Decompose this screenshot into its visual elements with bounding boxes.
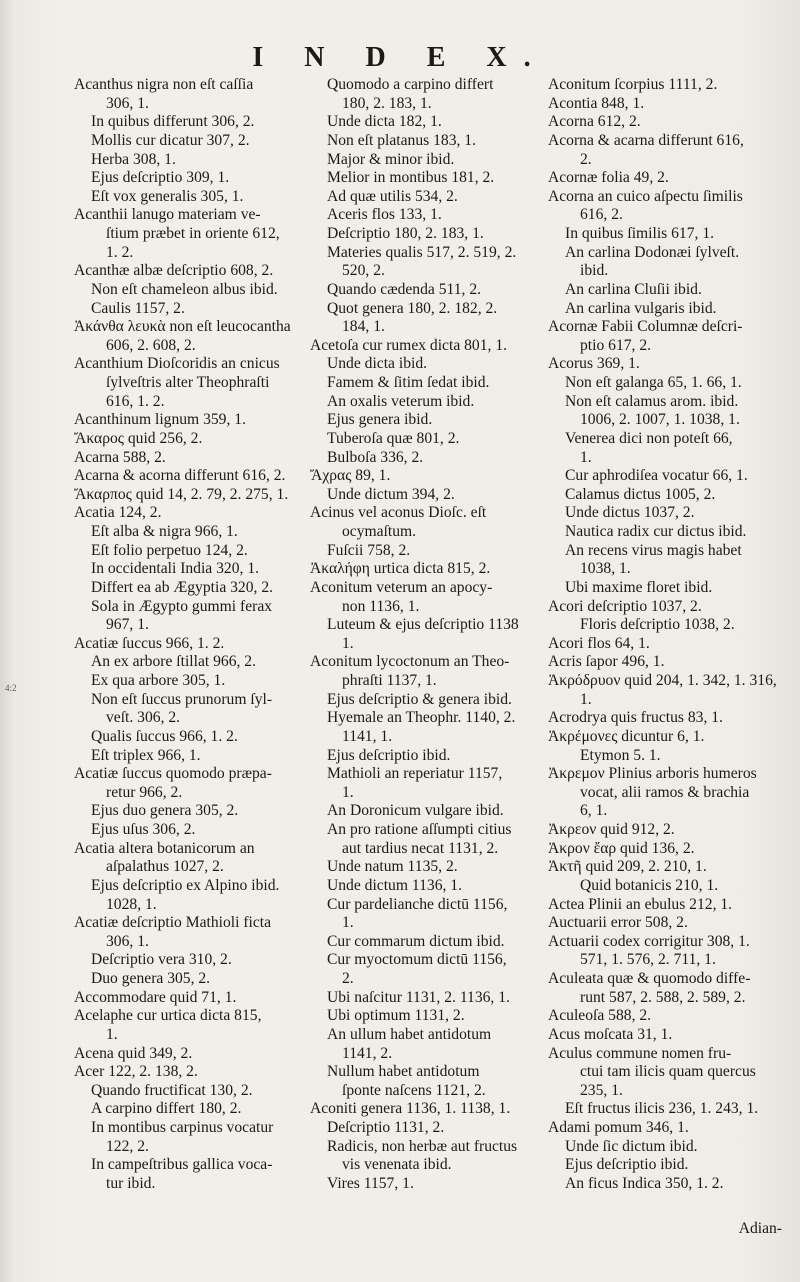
index-entry: An recens virus magis habet xyxy=(565,541,742,559)
index-entry: Ἀκρεον quid 912, 2. xyxy=(548,821,675,838)
index-entry: In campeſtribus gallica voca- xyxy=(91,1156,273,1174)
index-entry: Nullum habet antidotum xyxy=(327,1063,480,1081)
index-entry: 184, 1. xyxy=(342,318,385,336)
index-entry: Acelaphe cur urtica dicta 815, xyxy=(74,1007,262,1025)
index-entry: 306, 1. xyxy=(106,932,149,950)
index-entry: phraſti 1137, 1. xyxy=(342,672,437,689)
index-entry: Acorus 369, 1. xyxy=(548,355,640,373)
index-entry: Venerea dici non poteſt 66, xyxy=(565,429,733,447)
index-entry: Auctuarii error 508, 2. xyxy=(548,914,688,932)
index-entry: aſpalathus 1027, 2. xyxy=(106,858,224,876)
index-entry: Aconitum lycoctonum an Theo- xyxy=(310,653,510,671)
index-entry: Mollis cur dicatur 307, 2. xyxy=(91,131,250,149)
index-entry: An carlina Cluſii ibid. xyxy=(565,280,702,298)
index-entry: Acanthæ albæ deſcriptio 608, 2. xyxy=(74,262,274,280)
index-entry: An ficus Indica 350, 1. 2. xyxy=(565,1174,724,1192)
index-entry: Melior in montibus 181, 2. xyxy=(327,169,495,187)
index-entry: vocat, alii ramos & brachia xyxy=(580,783,750,801)
index-entry: retur 966, 2. xyxy=(106,783,183,801)
index-entry: Ἀκρον ἔαρ quid 136, 2. xyxy=(548,839,695,857)
index-entry: Bulboſa 336, 2. xyxy=(327,448,424,466)
index-entry: 180, 2. 183, 1. xyxy=(342,94,432,112)
index-entry: 1. xyxy=(342,783,354,801)
index-entry: Famem & ſitim ſedat ibid. xyxy=(327,374,490,391)
index-entry: Ἄκαρπος quid 14, 2. 79, 2. 275, 1. xyxy=(74,485,289,503)
index-entry: Non eſt galanga 65, 1. 66, 1. xyxy=(565,374,742,391)
index-entry: 235, 1. xyxy=(580,1081,623,1099)
index-entry: aut tardius necat 1131, 2. xyxy=(342,839,499,857)
index-entry: In quibus differunt 306, 2. xyxy=(91,113,255,131)
index-entry: Deſcriptio vera 310, 2. xyxy=(91,951,232,969)
index-entry: Acanthinum lignum 359, 1. xyxy=(74,411,246,429)
index-entry: Acornæ Fabii Columnæ deſcri- xyxy=(548,318,743,336)
index-entry: Cur pardelianche dictū 1156, xyxy=(327,895,508,913)
index-entry: non 1136, 1. xyxy=(342,597,420,615)
index-entry: In quibus ſimilis 617, 1. xyxy=(565,225,715,242)
index-entry: Ἀκρεμον Plinius arboris humeros xyxy=(548,765,757,783)
index-entry: 306, 1. xyxy=(106,94,149,112)
index-entry: Acatiæ ſuccus 966, 1. 2. xyxy=(74,634,225,652)
index-entry: Fuſcii 758, 2. xyxy=(327,541,411,559)
index-entry: ibid. xyxy=(580,262,609,280)
index-entry: Hyemale an Theophr. 1140, 2. xyxy=(327,709,516,727)
index-entry: Major & minor ibid. xyxy=(327,150,455,168)
index-entry: ſtium præbet in oriente 612, xyxy=(106,225,280,242)
index-column-2 xyxy=(310,76,546,1194)
index-entry: Duo genera 305, 2. xyxy=(91,970,211,987)
index-entry: Ἀκάνθα λευκὰ non eſt leucocantha xyxy=(74,318,291,336)
index-entry: Aculeoſa 588, 2. xyxy=(548,1007,652,1025)
index-entry: An pro ratione aſſumpti citius xyxy=(327,821,512,838)
index-entry: Acrodrya quis fructus 83, 1. xyxy=(548,709,723,727)
index-entry: Quid botanicis 210, 1. xyxy=(580,876,719,894)
index-entry: Differt ea ab Ægyptia 320, 2. xyxy=(91,578,274,596)
index-entry: Sola in Ægypto gummi ferax xyxy=(91,597,273,615)
index-entry: ctui tam ilicis quam quercus xyxy=(580,1063,756,1081)
index-entry: Unde dicta 182, 1. xyxy=(327,113,442,131)
index-entry: 1. xyxy=(580,448,592,466)
index-entry: Acarna & acorna differunt 616, 2. xyxy=(74,467,286,485)
index-entry: 1141, 2. xyxy=(342,1044,393,1062)
index-entry: Acanthium Dioſcoridis an cnicus xyxy=(74,355,280,373)
index-entry: Acinus vel aconus Dioſc. eſt xyxy=(310,504,487,522)
index-entry: Acarna 588, 2. xyxy=(74,448,166,466)
index-entry: 1. xyxy=(342,634,354,652)
index-entry: Acer 122, 2. 138, 2. xyxy=(74,1063,198,1081)
index-entry: 1. xyxy=(342,914,354,932)
index-entry: Herba 308, 1. xyxy=(91,150,176,168)
index-entry: 1. 2. xyxy=(106,243,134,261)
index-entry: Cur commarum dictum ibid. xyxy=(327,932,505,950)
index-entry: ſponte naſcens 1121, 2. xyxy=(342,1081,486,1099)
index-entry: Quando cædenda 511, 2. xyxy=(327,280,482,298)
index-entry: Adami pomum 346, 1. xyxy=(548,1119,689,1136)
index-entry: An carlina Dodonæi ſylveſt. xyxy=(565,243,740,261)
index-entry: Non eſt platanus 183, 1. xyxy=(327,131,476,149)
index-entry: veſt. 306, 2. xyxy=(106,709,181,727)
index-entry: Deſcriptio 180, 2. 183, 1. xyxy=(327,225,484,242)
index-entry: 967, 1. xyxy=(106,616,149,634)
index-entry: Ejus uſus 306, 2. xyxy=(91,821,196,838)
index-entry: Etymon 5. 1. xyxy=(580,746,661,764)
index-entry: An Doronicum vulgare ibid. xyxy=(327,802,504,820)
index-entry: Actuarii codex corrigitur 308, 1. xyxy=(548,932,750,950)
index-entry: 1006, 2. 1007, 1. 1038, 1. xyxy=(580,411,740,429)
index-entry: Acatiæ ſuccus quomodo præpa- xyxy=(74,765,272,783)
index-entry: Non eſt calamus arom. ibid. xyxy=(565,392,739,410)
index-entry: Ἄκαρος quid 256, 2. xyxy=(74,429,203,447)
index-entry: Acus moſcata 31, 1. xyxy=(548,1025,673,1043)
index-entry: Ἀκτῆ quid 209, 2. 210, 1. xyxy=(548,858,707,876)
index-entry: Cur aphrodiſea vocatur 66, 1. xyxy=(565,467,748,485)
index-entry: 2. xyxy=(342,970,354,987)
index-entry: Materies qualis 517, 2. 519, 2. xyxy=(327,243,517,261)
index-entry: Acris ſapor 496, 1. xyxy=(548,653,665,671)
index-entry: Caulis 1157, 2. xyxy=(91,299,185,317)
index-entry: Aculeata quæ & quomodo diffe- xyxy=(548,970,751,987)
margin-mark: 4:2 xyxy=(5,683,17,693)
index-entry: Deſcriptio 1131, 2. xyxy=(327,1119,445,1136)
index-entry: An ullum habet antidotum xyxy=(327,1025,492,1043)
index-entry: Unde dictum 394, 2. xyxy=(327,485,455,503)
index-entry: 1038, 1. xyxy=(580,560,631,578)
index-entry: Ejus genera ibid. xyxy=(327,411,433,429)
index-entry: Accommodare quid 71, 1. xyxy=(74,988,237,1006)
index-entry: Acori deſcriptio 1037, 2. xyxy=(548,597,702,615)
index-column-3 xyxy=(548,76,790,1194)
index-entry: Floris deſcriptio 1038, 2. xyxy=(580,616,735,634)
index-entry: Eſt fructus ilicis 236, 1. 243, 1. xyxy=(565,1100,759,1118)
index-entry: Quot genera 180, 2. 182, 2. xyxy=(327,299,498,317)
index-entry: Acorna 612, 2. xyxy=(548,113,641,131)
index-entry: ptio 617, 2. xyxy=(580,336,652,354)
index-entry: runt 587, 2. 588, 2. 589, 2. xyxy=(580,988,746,1006)
index-entry: Radicis, non herbæ aut fructus xyxy=(327,1137,518,1155)
index-entry: 1028, 1. xyxy=(106,895,157,913)
index-entry: 122, 2. xyxy=(106,1137,149,1155)
index-entry: 606, 2. 608, 2. xyxy=(106,336,196,354)
index-entry: Cur myoctomum dictū 1156, xyxy=(327,951,507,969)
index-entry: 571, 1. 576, 2. 711, 1. xyxy=(580,951,716,969)
index-entry: Unde dictum 1136, 1. xyxy=(327,876,462,894)
index-entry: Ad quæ utilis 534, 2. xyxy=(327,187,458,205)
index-entry: Acetoſa cur rumex dicta 801, 1. xyxy=(310,336,508,354)
catchword: Adian- xyxy=(738,1220,782,1237)
index-entry: Aconiti genera 1136, 1. 1138, 1. xyxy=(310,1100,511,1118)
index-entry: A carpino differt 180, 2. xyxy=(91,1100,242,1118)
index-entry: Ejus deſcriptio 309, 1. xyxy=(91,169,230,187)
index-entry: 6, 1. xyxy=(580,802,608,820)
index-entry: Unde dictus 1037, 2. xyxy=(565,504,695,522)
index-entry: Non eſt chameleon albus ibid. xyxy=(91,280,278,298)
index-entry: In occidentali India 320, 1. xyxy=(91,560,260,578)
index-entry: Quomodo a carpino differt xyxy=(327,76,494,93)
index-entry: 2. xyxy=(580,150,592,168)
index-entry: Aconitum veterum an apocy- xyxy=(310,578,493,596)
index-entry: Acornæ folia 49, 2. xyxy=(548,169,669,187)
index-entry: Ἀκρέμονες dicuntur 6, 1. xyxy=(548,727,705,745)
index-entry: Eſt folio perpetuo 124, 2. xyxy=(91,541,248,559)
index-entry: Ejus duo genera 305, 2. xyxy=(91,802,239,820)
index-entry: Aconitum ſcorpius 1111, 2. xyxy=(548,76,718,93)
index-entry: Unde natum 1135, 2. xyxy=(327,858,458,876)
index-entry: 1. xyxy=(106,1025,118,1043)
index-entry: 1141, 1. xyxy=(342,727,393,745)
index-entry: 616, 2. xyxy=(580,206,623,224)
index-entry: Mathioli an reperiatur 1157, xyxy=(327,765,503,783)
index-entry: Eſt vox generalis 305, 1. xyxy=(91,187,244,205)
index-entry: 520, 2. xyxy=(342,262,385,280)
index-entry: Acatia 124, 2. xyxy=(74,504,162,522)
page-header: I N D E X. xyxy=(252,42,548,73)
index-entry: Acorna an cuico aſpectu ſimilis xyxy=(548,187,743,205)
index-entry: Acatiæ deſcriptio Mathioli ficta xyxy=(74,914,272,932)
index-entry: An carlina vulgaris ibid. xyxy=(565,299,717,317)
index-entry: Acanthii lanugo materiam ve- xyxy=(74,206,261,224)
index-entry: Eſt alba & nigra 966, 1. xyxy=(91,523,238,540)
index-entry: Acori flos 64, 1. xyxy=(548,634,650,652)
index-entry: Tuberoſa quæ 801, 2. xyxy=(327,429,460,447)
index-entry: ocymaſtum. xyxy=(342,523,417,540)
index-entry: 616, 1. 2. xyxy=(106,392,165,410)
index-entry: An oxalis veterum ibid. xyxy=(327,392,475,410)
index-entry: Ex qua arbore 305, 1. xyxy=(91,672,226,689)
index-entry: Unde ſic dictum ibid. xyxy=(565,1137,698,1155)
index-entry: Qualis ſuccus 966, 1. 2. xyxy=(91,727,238,745)
index-entry: Acena quid 349, 2. xyxy=(74,1044,193,1062)
index-entry: Ubi maxime floret ibid. xyxy=(565,578,713,596)
index-entry: Aculus commune nomen fru- xyxy=(548,1044,732,1062)
index-entry: Acorna & acarna differunt 616, xyxy=(548,131,744,149)
index-entry: Ejus deſcriptio ibid. xyxy=(565,1156,689,1174)
index-entry: Ejus deſcriptio ex Alpino ibid. xyxy=(91,876,280,894)
index-entry: Eſt triplex 966, 1. xyxy=(91,746,201,764)
index-entry: Acontia 848, 1. xyxy=(548,94,645,112)
index-entry: In montibus carpinus vocatur xyxy=(91,1119,274,1136)
index-entry: tur ibid. xyxy=(106,1174,156,1192)
index-entry: Unde dicta ibid. xyxy=(327,355,428,373)
index-entry: Ejus deſcriptio & genera ibid. xyxy=(327,690,512,708)
index-entry: Ἄχρας 89, 1. xyxy=(310,467,391,485)
index-entry: Luteum & ejus deſcriptio 1138 xyxy=(327,616,519,634)
index-entry: Ἀκαλήφη urtica dicta 815, 2. xyxy=(310,560,491,578)
index-entry: Ejus deſcriptio ibid. xyxy=(327,746,451,764)
index-entry: Ubi naſcitur 1131, 2. 1136, 1. xyxy=(327,988,510,1006)
index-entry: 1. xyxy=(580,690,592,708)
index-entry: Ἀκρόδρυον quid 204, 1. 342, 1. 316, xyxy=(548,672,777,689)
index-entry: Acatia altera botanicorum an xyxy=(74,839,255,857)
index-entry: Ubi optimum 1131, 2. xyxy=(327,1007,465,1025)
index-entry: Non eſt ſuccus prunorum ſyl- xyxy=(91,690,273,708)
index-entry: Nautica radix cur dictus ibid. xyxy=(565,523,747,540)
index-entry: Vires 1157, 1. xyxy=(327,1174,414,1192)
index-entry: vis venenata ibid. xyxy=(342,1156,452,1174)
index-entry: An ex arbore ſtillat 966, 2. xyxy=(91,653,256,671)
index-entry: Calamus dictus 1005, 2. xyxy=(565,485,716,503)
index-entry: ſylveſtris alter Theophraſti xyxy=(106,374,270,391)
index-entry: Actea Plinii an ebulus 212, 1. xyxy=(548,895,733,913)
index-entry: Acanthus nigra non eſt caſſia xyxy=(74,76,254,93)
index-column-1 xyxy=(74,76,310,1194)
index-entry: Aceris flos 133, 1. xyxy=(327,206,442,224)
index-entry: Quando fructificat 130, 2. xyxy=(91,1081,253,1099)
